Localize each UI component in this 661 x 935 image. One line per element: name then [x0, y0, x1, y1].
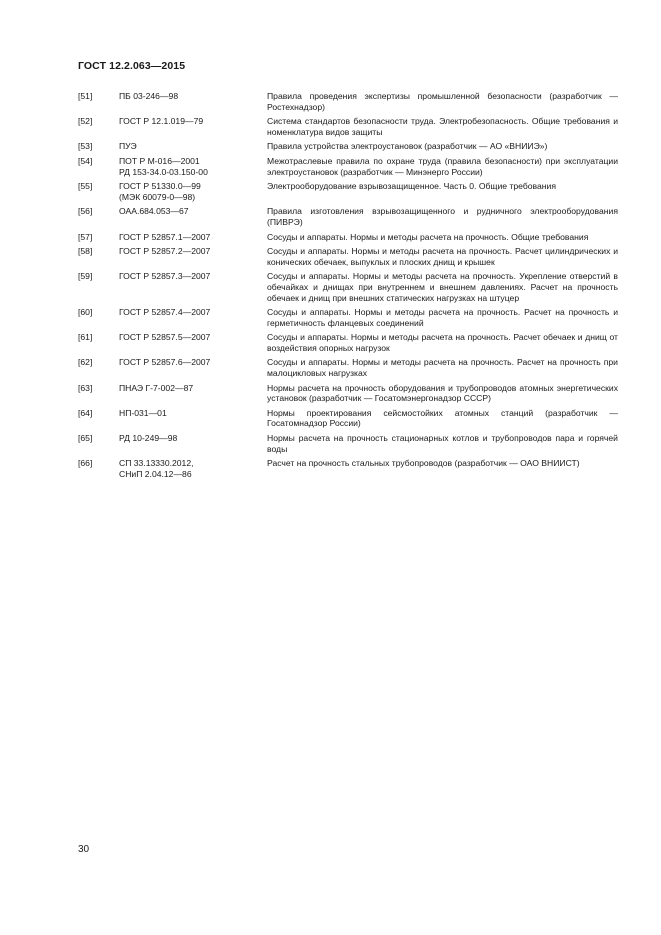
- reference-code-line: ПОТ Р М-016—2001: [119, 155, 200, 166]
- reference-code-line: ГОСТ Р 12.1.019—79: [119, 116, 204, 127]
- reference-number: [60]: [78, 307, 93, 318]
- reference-title: Сосуды и аппараты. Нормы и методы расчета на прочность. Расчет на прочность и герметичность фланцевых соединений: [267, 307, 618, 328]
- reference-code: [119, 156, 267, 177]
- bibliography-list: [78, 91, 618, 483]
- reference-number: [53]: [78, 141, 93, 152]
- reference-number: [58]: [78, 246, 93, 257]
- reference-code-line: ПБ 03-246—98: [119, 91, 179, 101]
- reference-title: Нормы расчета на прочность оборудования и трубопроводов атомных энергетических установок (разработчик — Госатомэнергонадзор СССР): [267, 382, 618, 404]
- reference-code: [119, 307, 267, 328]
- reference-code: [119, 357, 267, 378]
- reference-code-line: РД 10-249—98: [119, 433, 178, 444]
- reference-item: [78, 232, 618, 243]
- reference-title: Сосуды и аппараты. Нормы и методы расчета на прочность. Расчет цилиндрических и конических обечаек, выпуклых и плоских днищ и крышек: [267, 246, 618, 267]
- reference-item: [78, 141, 618, 152]
- reference-code-line: ГОСТ Р 52857.5—2007: [119, 332, 211, 343]
- reference-number: [59]: [78, 271, 93, 282]
- reference-title: Сосуды и аппараты. Нормы и методы расчета на прочность. Укрепление отверстий в обечайках и днищах при внутреннем и внешнем давлениях. Расчет на прочность обечаек и днищ при внешних статических нагрузках на штуцер: [267, 271, 618, 303]
- reference-title: Межотраслевые правила по охране труда (правила безопасности) при эксплуатации электроустановок (разработчик — Минэнерго России): [267, 155, 618, 177]
- reference-code-line: НП-031—01: [119, 407, 167, 418]
- reference-code: [119, 408, 267, 429]
- reference-code: [119, 116, 267, 137]
- reference-number: [65]: [78, 433, 93, 444]
- reference-title: Правила проведения экспертизы промышленной безопасности (разработчик — Ростехнадзор): [267, 91, 618, 112]
- reference-code: [119, 206, 267, 227]
- reference-item: [78, 91, 618, 112]
- reference-code-line: ГОСТ Р 52857.3—2007: [119, 271, 211, 282]
- reference-title: Сосуды и аппараты. Нормы и методы расчета на прочность. Расчет на прочность при малоцикловых нагрузках: [267, 357, 618, 379]
- reference-title: Сосуды и аппараты. Нормы и методы расчета на прочность. Общие требования: [267, 231, 589, 242]
- reference-number: [52]: [78, 116, 93, 127]
- reference-item: [78, 181, 618, 202]
- reference-item: [78, 156, 618, 177]
- reference-title: Расчет на прочность стальных трубопроводов (разработчик — ОАО ВНИИСТ): [267, 458, 580, 469]
- reference-title: Электрооборудование взрывозащищенное. Часть 0. Общие требования: [267, 181, 557, 192]
- reference-code-line: (МЭК 60079-0—98): [119, 191, 196, 202]
- reference-code: [119, 271, 267, 303]
- reference-code-line: ГОСТ Р 51330.0—99: [119, 181, 201, 192]
- reference-number: [56]: [78, 206, 93, 217]
- reference-code: [119, 433, 267, 454]
- reference-title: Правила изготовления взрывозащищенного и рудничного электрооборудования (ПИВРЭ): [267, 206, 618, 227]
- reference-code: [119, 458, 267, 479]
- reference-number: [66]: [78, 458, 93, 469]
- reference-number: [54]: [78, 155, 93, 166]
- reference-code-line: ОАА.684.053—67: [119, 206, 189, 217]
- reference-item: [78, 433, 618, 454]
- reference-title: Сосуды и аппараты. Нормы и методы расчета на прочность. Расчет обечаек и днищ от воздействия опорных нагрузок: [267, 332, 618, 353]
- page-number: 30: [78, 844, 90, 855]
- reference-code-line: СП 33.13330.2012,: [119, 458, 194, 469]
- reference-item: [78, 332, 618, 353]
- reference-item: [78, 408, 618, 429]
- reference-code: [119, 91, 267, 112]
- reference-item: [78, 307, 618, 328]
- reference-item: [78, 383, 618, 404]
- reference-title: Нормы проектирования сейсмостойких атомных станций (разработчик — Госатомнадзор России): [267, 407, 618, 429]
- reference-number: [51]: [78, 91, 93, 101]
- reference-item: [78, 458, 618, 479]
- reference-number: [55]: [78, 181, 93, 192]
- reference-item: [78, 206, 618, 227]
- reference-number: [62]: [78, 357, 93, 368]
- reference-number: [61]: [78, 332, 93, 343]
- reference-code: [119, 383, 267, 404]
- reference-code: [119, 181, 267, 202]
- reference-code-line: ПУЭ: [119, 141, 137, 152]
- reference-number: [63]: [78, 382, 93, 393]
- reference-item: [78, 271, 618, 303]
- reference-code-line: РД 153-34.0-03.150-00: [119, 166, 208, 177]
- reference-item: [78, 246, 618, 267]
- reference-item: [78, 116, 618, 137]
- reference-code: [119, 232, 267, 243]
- reference-item: [78, 357, 618, 378]
- reference-code-line: ГОСТ Р 52857.6—2007: [119, 357, 211, 368]
- reference-title: Нормы расчета на прочность стационарных котлов и трубопроводов пара и горячей воды: [267, 433, 618, 454]
- reference-code-line: ГОСТ Р 52857.4—2007: [119, 307, 211, 318]
- reference-code-line: ГОСТ Р 52857.2—2007: [119, 246, 211, 257]
- reference-title: Система стандартов безопасности труда. Электробезопасность. Общие требования и номенклатура видов защиты: [267, 116, 618, 137]
- reference-number: [64]: [78, 407, 93, 418]
- reference-code-line: ПНАЭ Г-7-002—87: [119, 382, 194, 393]
- reference-number: [57]: [78, 231, 93, 242]
- reference-code: [119, 141, 267, 152]
- reference-code: [119, 332, 267, 353]
- reference-code: [119, 246, 267, 267]
- document-header: ГОСТ 12.2.063—2015: [78, 60, 186, 72]
- reference-code-line: СНиП 2.04.12—86: [119, 468, 192, 479]
- reference-title: Правила устройства электроустановок (разработчик — АО «ВНИИЭ»): [267, 141, 548, 152]
- reference-code-line: ГОСТ Р 52857.1—2007: [119, 231, 211, 242]
